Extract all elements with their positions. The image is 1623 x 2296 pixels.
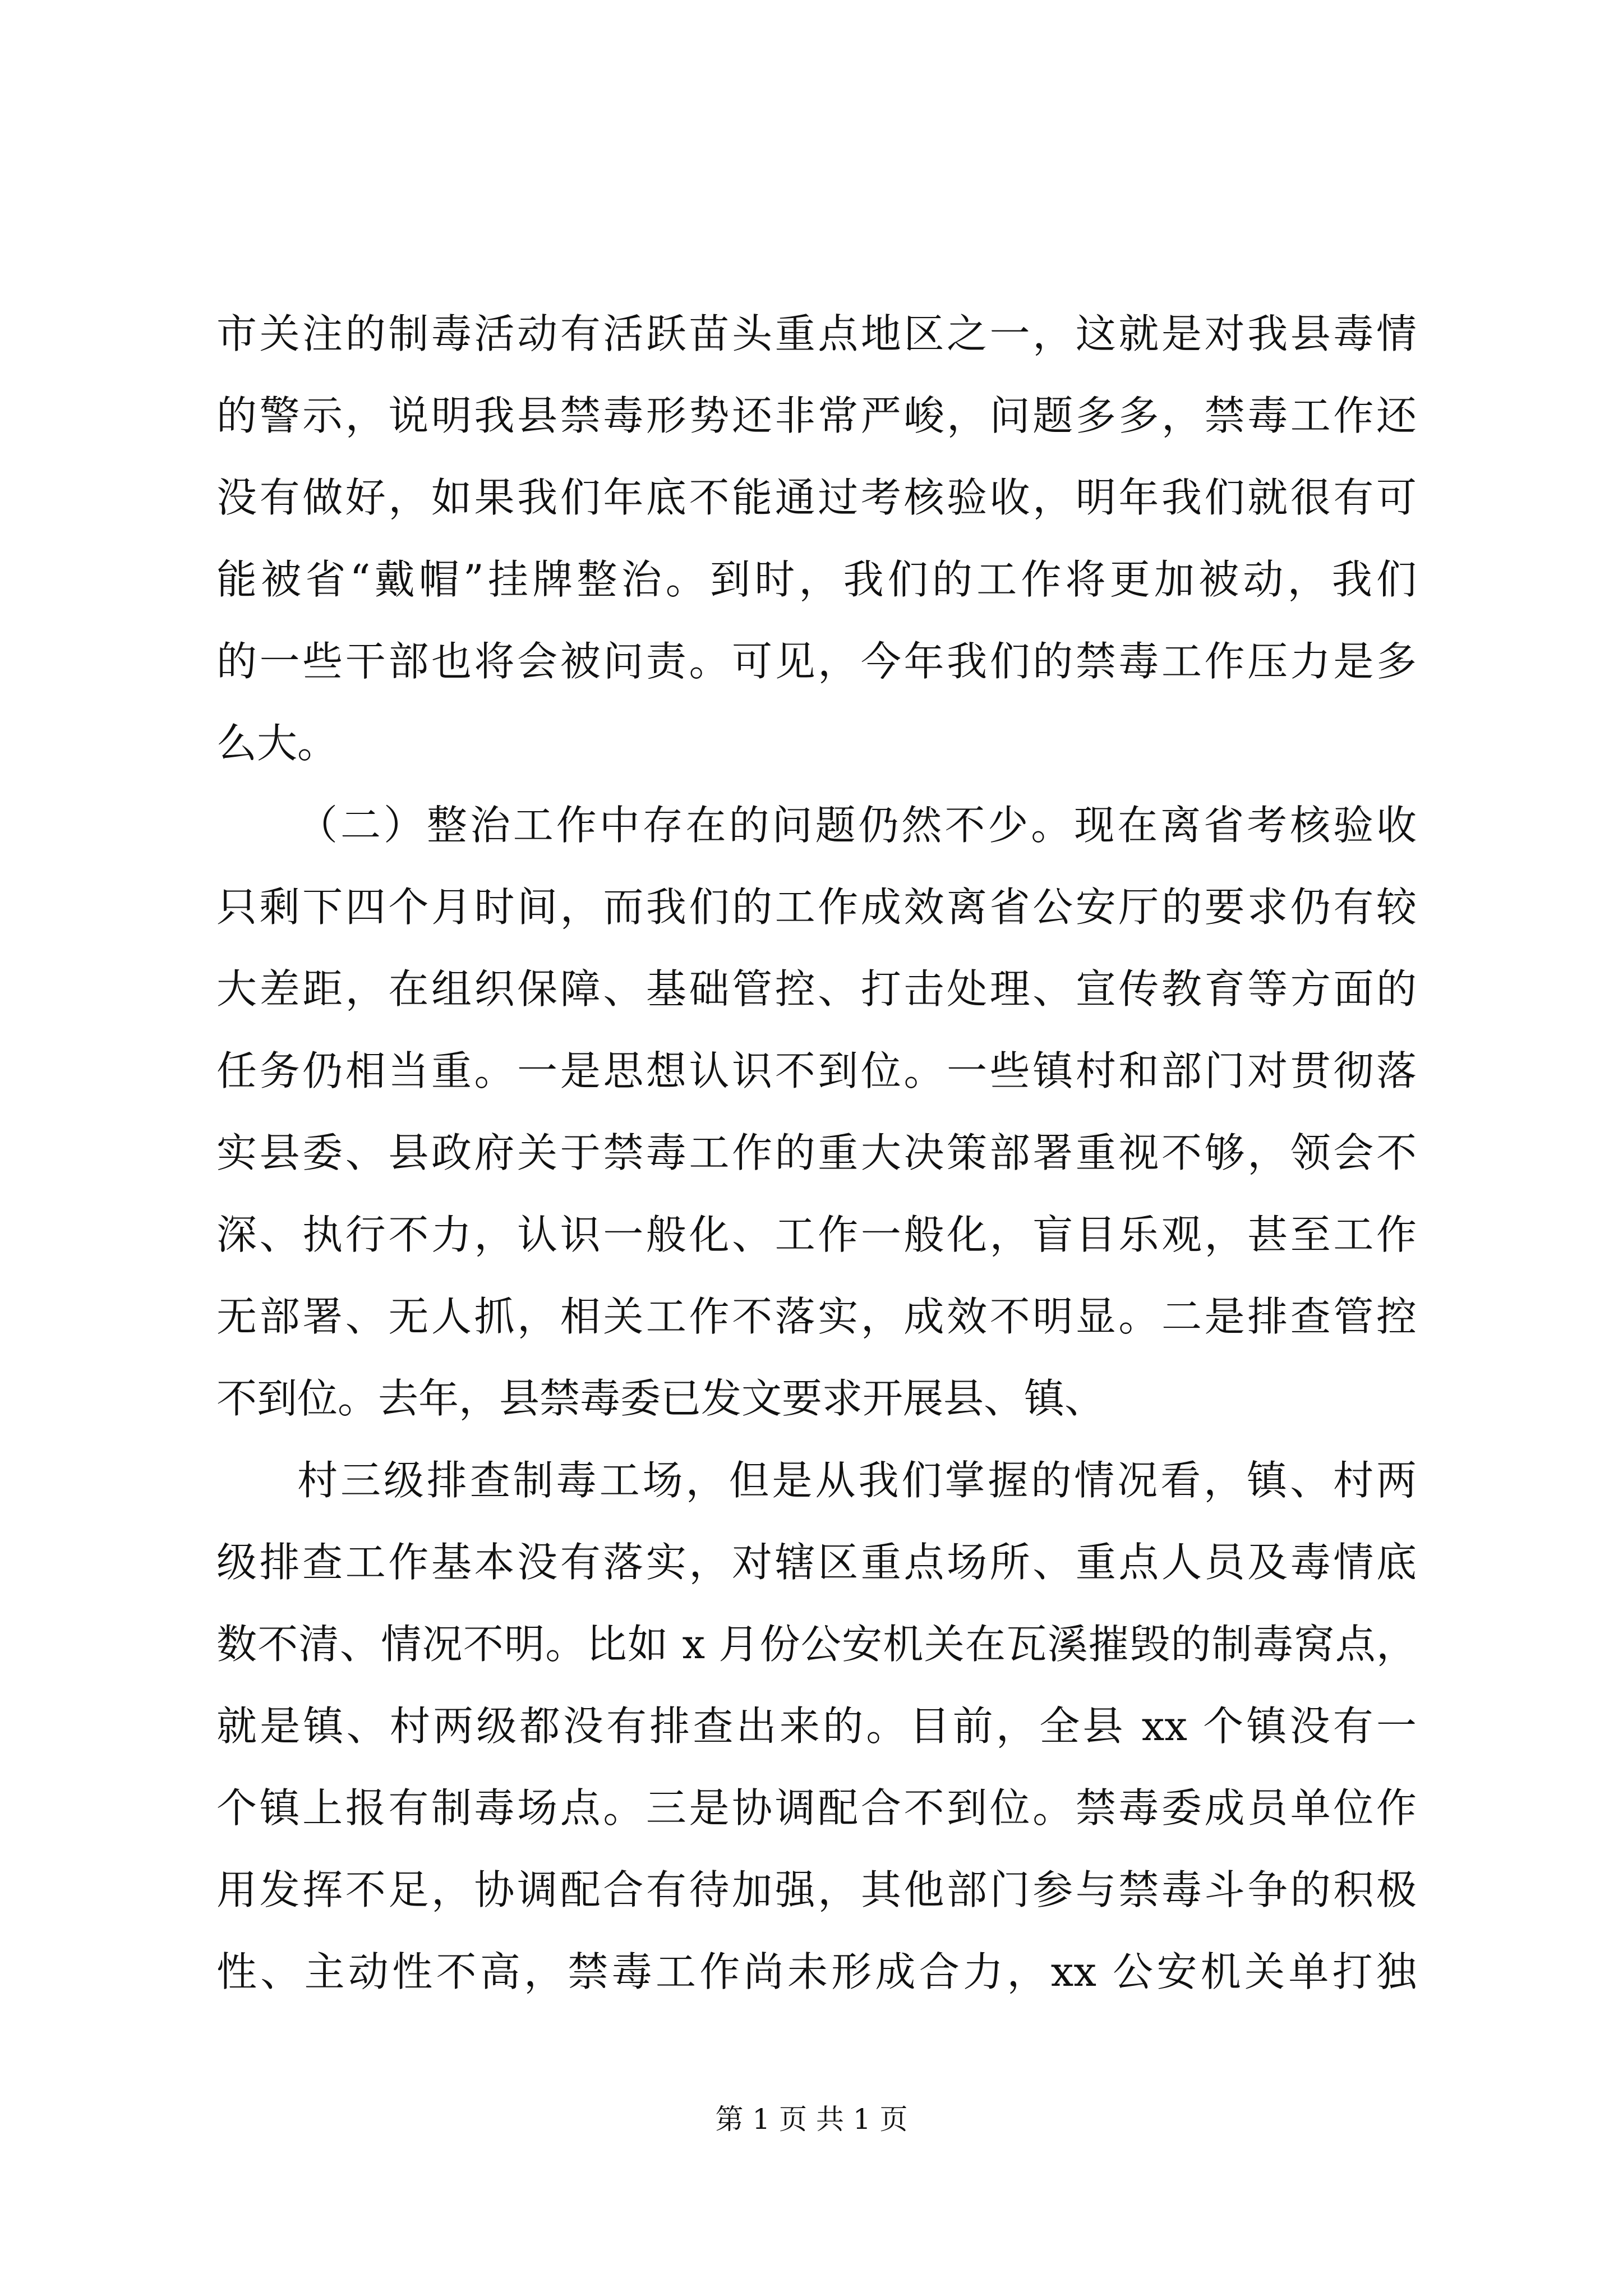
body-text-line: 就是镇、村两级都没有排查出来的。目前，全县 xx 个镇没有一	[216, 1703, 1417, 1750]
paragraph-start-line: 村三级排查制毒工场，但是从我们掌握的情况看，镇、村两	[297, 1457, 1417, 1504]
body-text-line: 不到位。去年，县禁毒委已发文要求开展县、镇、	[216, 1375, 1105, 1422]
body-text-line: 无部署、无人抓，相关工作不落实，成效不明显。二是排查管控	[216, 1293, 1417, 1340]
page-footer: 第 1 页 共 1 页	[715, 2103, 908, 2136]
body-text-line: 的一些干部也将会被问责。可见，今年我们的禁毒工作压力是多	[216, 638, 1417, 685]
body-text-line: 任务仍相当重。一是思想认识不到位。一些镇村和部门对贯彻落	[216, 1047, 1417, 1094]
section-heading-line: （二）整治工作中存在的问题仍然不少。现在离省考核验收	[297, 802, 1417, 849]
body-text-line: 只剩下四个月时间，而我们的工作成效离省公安厅的要求仍有较	[216, 884, 1417, 931]
body-text-line: 么大。	[216, 720, 338, 767]
body-text-line: 深、执行不力，认识一般化、工作一般化，盲目乐观，甚至工作	[216, 1211, 1417, 1258]
body-text-line: 个镇上报有制毒场点。三是协调配合不到位。禁毒委成员单位作	[216, 1784, 1417, 1832]
body-text-line: 性、主动性不高，禁毒工作尚未形成合力，xx 公安机关单打独	[216, 1948, 1417, 1995]
body-text-line: 的警示，说明我县禁毒形势还非常严峻，问题多多，禁毒工作还	[216, 392, 1417, 439]
body-text-line: 数不清、情况不明。比如 x 月份公安机关在瓦溪摧毁的制毒窝点，	[216, 1621, 1417, 1668]
body-text-line: 级排查工作基本没有落实，对辖区重点场所、重点人员及毒情底	[216, 1539, 1417, 1586]
body-text-line: 用发挥不足，协调配合有待加强，其他部门参与禁毒斗争的积极	[216, 1866, 1417, 1913]
body-text-line: 市关注的制毒活动有活跃苗头重点地区之一，这就是对我县毒情	[216, 310, 1417, 357]
body-text-line: 能被省“戴帽”挂牌整治。到时，我们的工作将更加被动，我们	[216, 556, 1417, 603]
body-text-line: 大差距，在组织保障、基础管控、打击处理、宣传教育等方面的	[216, 965, 1417, 1013]
body-text-line: 没有做好，如果我们年底不能通过考核验收，明年我们就很有可	[216, 474, 1417, 521]
body-text-line: 实县委、县政府关于禁毒工作的重大决策部署重视不够，领会不	[216, 1129, 1417, 1176]
